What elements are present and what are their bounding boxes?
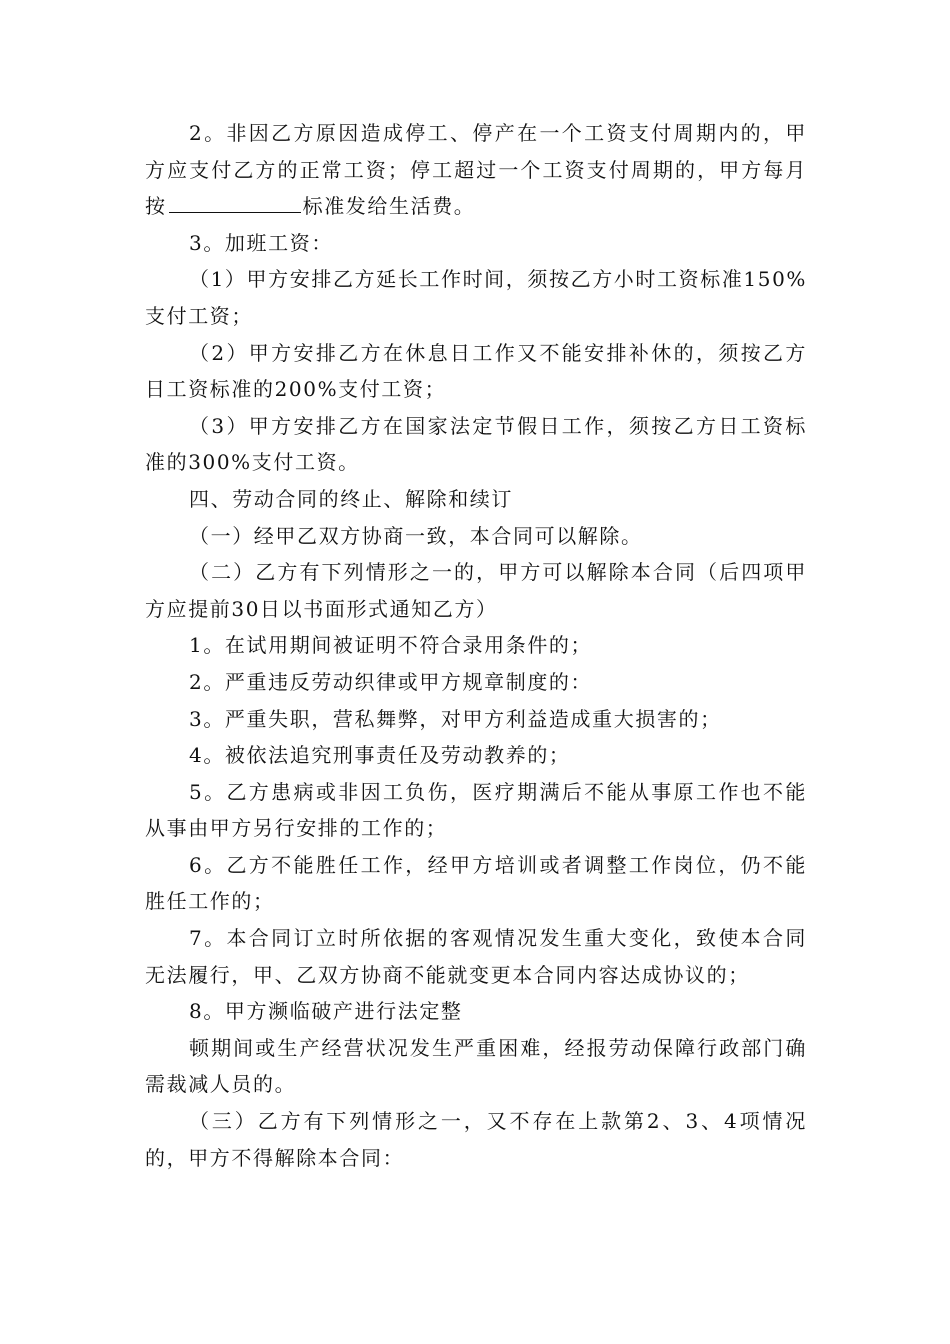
- list-item-2: 2。严重违反劳动织律或甲方规章制度的：: [189, 669, 593, 694]
- list-item-4: 4。被依法追究刑事责任及劳动教养的；: [189, 743, 571, 768]
- paragraph-overtime-heading: 3。加班工资：: [189, 230, 333, 255]
- paragraph-overtime-1: （1）甲方安排乙方延长工作时间，须按乙方小时工资标准150%支付工资；: [145, 267, 807, 328]
- list-item-5: 5。乙方患病或非因工负伤，医疗期满后不能从事原工作也不能从事由甲方另行安排的工作的；: [145, 779, 807, 841]
- paragraph-overtime-3: （3）甲方安排乙方在国家法定节假日工作，须按乙方日工资标准的300%支付工资。: [145, 413, 807, 475]
- paragraph-stoppage-wage: [145, 115, 807, 225]
- paragraph-text-after-blank: 标准发给生活费。: [302, 194, 476, 219]
- paragraph-text: 2。非因乙方原因造成停工、停产在一个工资支付周期内的，甲方应支付乙方的正常工资；停工超过一个工资支付周期的，甲方每月按: [145, 121, 807, 219]
- list-item-1: 1。在试用期间被证明不符合录用条件的；: [189, 633, 593, 658]
- list-item-7: 7。本合同订立时所依据的客观情况发生重大变化，致使本合同无法履行，甲、乙双方协商不能就变更本合同内容达成协议的；: [145, 926, 807, 987]
- list-item-6: 6。乙方不能胜任工作，经甲方培训或者调整工作岗位，仍不能胜任工作的；: [145, 852, 807, 914]
- document-body: [145, 115, 807, 1176]
- blank-fill-line: [169, 194, 301, 213]
- paragraph-item-8-continued: 顿期间或生产经营状况发生严重困难，经报劳动保障行政部门确需裁减人员的。: [145, 1035, 807, 1097]
- paragraph-no-termination: （三）乙方有下列情形之一，又不存在上款第2、3、4项情况的，甲方不得解除本合同：: [145, 1109, 807, 1170]
- paragraph-mutual-termination: （一）经甲乙双方协商一致，本合同可以解除。: [189, 523, 643, 548]
- list-item-8: 8。甲方濒临破产进行法定整: [189, 999, 463, 1024]
- paragraph-overtime-2: （2）甲方安排乙方在休息日工作又不能安排补休的，须按乙方日工资标准的200%支付工资；: [145, 340, 807, 402]
- paragraph-employer-termination: （二）乙方有下列情形之一的，甲方可以解除本合同（后四项甲方应提前30日以书面形式通知乙方）: [145, 560, 807, 621]
- section-heading-termination: 四、劳动合同的终止、解除和续订: [189, 486, 513, 511]
- list-item-3: 3。严重失职，营私舞弊，对甲方利益造成重大损害的；: [189, 706, 722, 731]
